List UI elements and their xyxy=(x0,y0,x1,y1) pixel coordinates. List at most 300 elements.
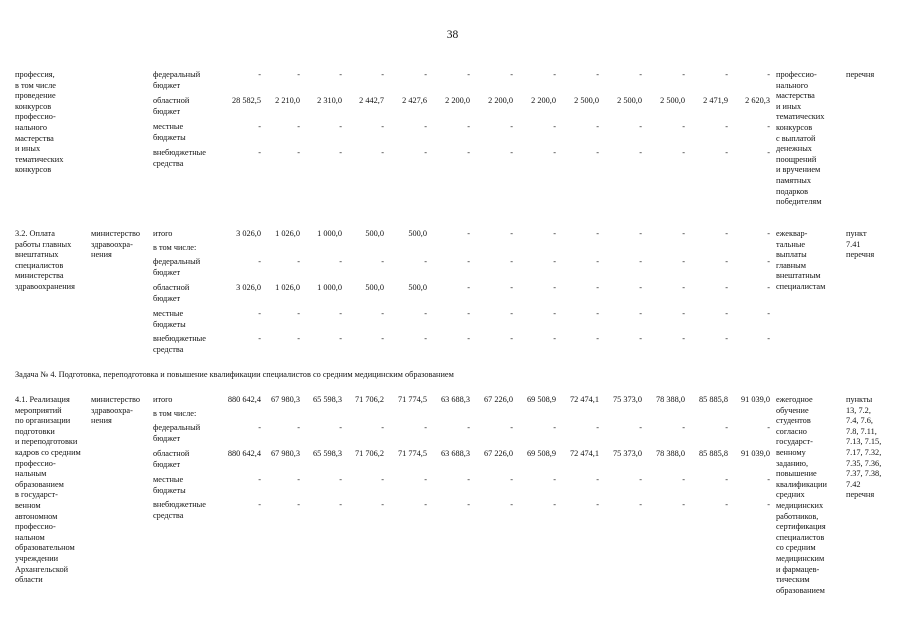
expected-result: поощрений xyxy=(776,154,817,164)
budget-value: 71 706,2 xyxy=(354,449,384,458)
budget-value: - xyxy=(639,309,642,318)
measure-name: образовательном xyxy=(15,543,75,553)
measure-name: нального xyxy=(15,123,48,132)
budget-value: - xyxy=(682,70,685,79)
budget-value: - xyxy=(682,257,685,266)
budget-value: 3 026,0 xyxy=(236,283,261,292)
budget-value: - xyxy=(767,423,770,432)
budget-value: 69 508,9 xyxy=(526,395,556,404)
budget-value: - xyxy=(596,148,599,157)
budget-value: 2 200,0 xyxy=(531,96,556,105)
measure-name: нальным xyxy=(15,469,47,479)
funding-source: бюджет xyxy=(153,293,181,303)
expected-result: повышение xyxy=(776,469,817,479)
budget-value: - xyxy=(510,283,513,292)
list-reference: пункт xyxy=(846,229,867,238)
budget-value: - xyxy=(467,70,470,79)
budget-value: 63 688,3 xyxy=(440,449,470,458)
budget-value: 71 706,2 xyxy=(354,395,384,404)
budget-value: - xyxy=(767,229,770,238)
list-reference: 7.17, 7.32, xyxy=(846,448,882,457)
budget-value: - xyxy=(381,257,384,266)
budget-value: - xyxy=(424,423,427,432)
budget-value: - xyxy=(510,70,513,79)
budget-value: 91 039,0 xyxy=(740,395,770,404)
budget-value: - xyxy=(725,475,728,484)
funding-source: внебюджетные xyxy=(153,500,206,509)
funding-source: областной xyxy=(153,449,190,458)
budget-value: 91 039,0 xyxy=(740,449,770,458)
measure-name: образованием xyxy=(15,479,64,489)
budget-value: - xyxy=(339,500,342,509)
budget-value: - xyxy=(297,148,300,157)
budget-value: - xyxy=(339,309,342,318)
budget-value: - xyxy=(381,475,384,484)
measure-name: и переподготовки xyxy=(15,437,78,447)
funding-source: местные xyxy=(153,475,184,484)
budget-value: 500,0 xyxy=(408,283,427,292)
budget-value: - xyxy=(297,122,300,131)
funding-source: средства xyxy=(153,158,184,168)
expected-result: квалификации xyxy=(776,479,827,489)
budget-value: - xyxy=(297,334,300,343)
expected-result: главным xyxy=(776,260,806,270)
budget-value: - xyxy=(258,475,261,484)
budget-value: - xyxy=(424,122,427,131)
budget-value: - xyxy=(424,309,427,318)
budget-value: - xyxy=(553,423,556,432)
list-reference: перечня xyxy=(846,250,875,260)
expected-result: выплаты xyxy=(776,250,807,260)
expected-result: сертификация xyxy=(776,522,826,532)
budget-value: - xyxy=(725,309,728,318)
budget-value: - xyxy=(639,148,642,157)
funding-source: местные xyxy=(153,122,184,131)
budget-value: - xyxy=(725,423,728,432)
budget-value: - xyxy=(639,122,642,131)
budget-value: - xyxy=(596,500,599,509)
budget-value: - xyxy=(682,334,685,343)
budget-value: - xyxy=(725,229,728,238)
funding-source: федеральный xyxy=(153,257,201,266)
budget-value: 65 598,3 xyxy=(312,449,342,458)
budget-value: 85 885,8 xyxy=(698,395,728,404)
measure-name: автономном xyxy=(15,511,58,521)
expected-result: тематических xyxy=(776,112,825,122)
budget-value: - xyxy=(467,257,470,266)
budget-value: - xyxy=(767,70,770,79)
budget-value: - xyxy=(424,475,427,484)
list-reference: 7.41 xyxy=(846,239,861,249)
budget-value: - xyxy=(596,229,599,238)
budget-value: - xyxy=(467,229,470,238)
measure-name: специалистов xyxy=(15,260,64,270)
budget-value: - xyxy=(553,309,556,318)
measure-name: и иных xyxy=(15,144,41,154)
measure-name: профессио- xyxy=(15,458,56,468)
budget-value: - xyxy=(553,257,556,266)
list-reference: 7.13, 7.15, xyxy=(846,437,882,447)
budget-value: 71 774,5 xyxy=(397,449,427,458)
funding-source: бюджет xyxy=(153,80,181,90)
budget-value: - xyxy=(467,122,470,131)
measure-name: конкурсов xyxy=(15,165,52,175)
measure-name: нальном xyxy=(15,532,45,542)
measure-name: конкурсов xyxy=(15,101,52,111)
budget-value: - xyxy=(553,70,556,79)
responsible-executor: здравоохра- xyxy=(91,239,133,249)
budget-value: - xyxy=(767,148,770,157)
measure-name: профессио- xyxy=(15,112,56,122)
budget-value: - xyxy=(381,334,384,343)
budget-value: - xyxy=(767,334,770,343)
budget-value: - xyxy=(424,70,427,79)
measure-name: тематических xyxy=(15,154,64,164)
measure-name: кадров со средним xyxy=(15,448,81,457)
measure-name: мастерства xyxy=(15,133,54,143)
measure-name: венном xyxy=(15,501,41,510)
budget-value: 67 226,0 xyxy=(483,449,513,458)
budget-value: - xyxy=(639,229,642,238)
budget-value: - xyxy=(467,309,470,318)
budget-value: - xyxy=(381,122,384,131)
budget-value: - xyxy=(424,500,427,509)
budget-value: - xyxy=(596,423,599,432)
expected-result: образованием xyxy=(776,585,825,595)
budget-value: - xyxy=(339,475,342,484)
budget-value: - xyxy=(639,283,642,292)
responsible-executor: министерство xyxy=(91,229,141,238)
budget-value: - xyxy=(725,334,728,343)
expected-result: и фармацев- xyxy=(776,564,820,574)
budget-value: - xyxy=(258,423,261,432)
budget-value: 2 471,9 xyxy=(703,96,728,105)
expected-result: нального xyxy=(776,80,809,90)
budget-value: 67 226,0 xyxy=(483,395,513,404)
expected-result: с выплатой xyxy=(776,133,816,143)
budget-value: - xyxy=(767,283,770,292)
expected-result: тическим xyxy=(776,575,810,585)
expected-result: согласно xyxy=(776,426,807,436)
responsible-executor: нения xyxy=(91,250,112,260)
budget-value: - xyxy=(381,423,384,432)
funding-source: бюджет xyxy=(153,106,181,116)
budget-value: 67 980,3 xyxy=(270,395,300,404)
budget-value: 500,0 xyxy=(365,229,384,238)
expected-result: медицинских xyxy=(776,501,824,510)
expected-result: средних xyxy=(776,490,805,500)
list-reference: пункты xyxy=(846,395,873,404)
budget-value: 69 508,9 xyxy=(526,449,556,458)
budget-value: - xyxy=(553,500,556,509)
budget-value: - xyxy=(553,122,556,131)
funding-source: средства xyxy=(153,344,184,354)
budget-value: - xyxy=(553,475,556,484)
budget-value: 78 388,0 xyxy=(655,395,685,404)
budget-value: - xyxy=(596,334,599,343)
budget-value: - xyxy=(381,70,384,79)
budget-value: - xyxy=(297,500,300,509)
budget-value: 2 310,0 xyxy=(317,96,342,105)
responsible-executor: здравоохра- xyxy=(91,405,133,415)
budget-value: 85 885,8 xyxy=(698,449,728,458)
budget-value: - xyxy=(424,257,427,266)
budget-value: 2 500,0 xyxy=(617,96,642,105)
funding-source: областной xyxy=(153,283,190,292)
expected-result: памятных xyxy=(776,176,811,185)
budget-value: - xyxy=(596,70,599,79)
funding-source: областной xyxy=(153,96,190,105)
expected-result: подарков xyxy=(776,186,809,196)
budget-value: - xyxy=(510,475,513,484)
expected-result: профессио- xyxy=(776,70,817,79)
budget-value: 1 026,0 xyxy=(275,229,300,238)
expected-result: студентов xyxy=(776,416,811,426)
expected-result: работников, xyxy=(776,511,819,521)
funding-source: итого xyxy=(153,395,173,404)
expected-result: внештатным xyxy=(776,271,821,281)
expected-result: государст- xyxy=(776,437,813,447)
budget-value: - xyxy=(682,423,685,432)
budget-value: - xyxy=(682,475,685,484)
budget-value: - xyxy=(639,475,642,484)
funding-source: бюджеты xyxy=(153,485,186,495)
budget-value: 880 642,4 xyxy=(227,449,261,458)
budget-value: 2 200,0 xyxy=(488,96,513,105)
budget-value: 2 210,0 xyxy=(275,96,300,105)
budget-value: - xyxy=(339,423,342,432)
budget-value: - xyxy=(510,122,513,131)
budget-value: 880 642,4 xyxy=(227,395,261,404)
measure-name: здравоохранения xyxy=(15,282,75,291)
task-heading: Задача № 4. Подготовка, переподготовка и повышение квалификации специалистов со средним медицинским образованием xyxy=(15,370,454,379)
expected-result: венному xyxy=(776,448,806,457)
budget-value: - xyxy=(510,148,513,157)
responsible-executor: нения xyxy=(91,416,112,426)
page-number: 38 xyxy=(446,29,459,41)
budget-value: 1 000,0 xyxy=(317,283,342,292)
funding-source: федеральный xyxy=(153,70,201,79)
measure-name: 3.2. Оплата xyxy=(15,229,55,238)
funding-source: итого xyxy=(153,229,173,238)
budget-value: - xyxy=(510,257,513,266)
budget-value: - xyxy=(725,257,728,266)
budget-value: 2 500,0 xyxy=(660,96,685,105)
budget-value: - xyxy=(467,423,470,432)
budget-value: - xyxy=(682,283,685,292)
budget-value: 2 442,7 xyxy=(359,96,384,105)
expected-result: обучение xyxy=(776,405,809,415)
budget-value: - xyxy=(297,70,300,79)
budget-value: - xyxy=(639,257,642,266)
budget-value: - xyxy=(767,122,770,131)
budget-value: - xyxy=(553,229,556,238)
measure-name: мероприятий xyxy=(15,405,62,415)
budget-value: - xyxy=(258,257,261,266)
budget-value: 63 688,3 xyxy=(440,395,470,404)
measure-name: работы главных xyxy=(15,239,72,249)
budget-value: - xyxy=(767,257,770,266)
list-reference: перечня xyxy=(846,490,875,500)
budget-value: - xyxy=(297,475,300,484)
budget-value: - xyxy=(339,334,342,343)
funding-source: бюджет xyxy=(153,459,181,469)
budget-value: - xyxy=(682,229,685,238)
budget-value: 3 026,0 xyxy=(236,229,261,238)
measure-name: 4.1. Реализация xyxy=(15,395,70,404)
budget-value: 72 474,1 xyxy=(569,449,599,458)
budget-value: - xyxy=(639,334,642,343)
measure-name: Архангельской xyxy=(15,564,69,574)
funding-source: федеральный xyxy=(153,423,201,432)
measure-name: подготовки xyxy=(15,426,55,436)
budget-value: - xyxy=(510,229,513,238)
budget-value: 2 620,3 xyxy=(745,96,770,105)
measure-name: в государст- xyxy=(15,490,58,500)
budget-value: - xyxy=(596,283,599,292)
budget-value: - xyxy=(339,70,342,79)
budget-value: - xyxy=(258,309,261,318)
expected-result: победителям xyxy=(776,197,822,207)
budget-value: - xyxy=(553,283,556,292)
budget-value: - xyxy=(767,309,770,318)
expected-result: мастерства xyxy=(776,91,815,101)
list-reference: 7.4, 7.6, xyxy=(846,416,873,426)
budget-value: - xyxy=(596,475,599,484)
expected-result: со средним xyxy=(776,543,816,553)
measure-name: учреждении xyxy=(15,554,59,563)
budget-value: 67 980,3 xyxy=(270,449,300,458)
budget-value: 500,0 xyxy=(408,229,427,238)
expected-result: ежегодное xyxy=(776,395,813,404)
expected-result: тальные xyxy=(776,239,806,249)
funding-source: бюджет xyxy=(153,267,181,277)
responsible-executor: министерство xyxy=(91,395,141,404)
measure-name: профессия, xyxy=(15,70,55,79)
budget-value: - xyxy=(767,500,770,509)
expected-result: специалистов xyxy=(776,532,825,542)
budget-value: - xyxy=(339,257,342,266)
budget-value: - xyxy=(639,423,642,432)
budget-value: - xyxy=(553,334,556,343)
budget-value: - xyxy=(424,334,427,343)
funding-source: внебюджетные xyxy=(153,148,206,157)
funding-source: бюджеты xyxy=(153,132,186,142)
budget-value: 1 000,0 xyxy=(317,229,342,238)
budget-value: - xyxy=(339,122,342,131)
expected-result: и вручением xyxy=(776,165,821,175)
budget-value: - xyxy=(682,309,685,318)
funding-source: бюджет xyxy=(153,433,181,443)
list-reference: перечня xyxy=(846,70,875,79)
funding-source: в том числе: xyxy=(153,409,197,418)
budget-value: 28 582,5 xyxy=(231,96,261,105)
budget-value: - xyxy=(682,122,685,131)
budget-value: 71 774,5 xyxy=(397,395,427,404)
budget-value: - xyxy=(725,148,728,157)
budget-value: - xyxy=(297,309,300,318)
budget-value: - xyxy=(510,500,513,509)
budget-value: - xyxy=(297,423,300,432)
budget-value: - xyxy=(297,257,300,266)
budget-value: - xyxy=(467,283,470,292)
budget-value: 65 598,3 xyxy=(312,395,342,404)
budget-value: - xyxy=(725,500,728,509)
budget-value: - xyxy=(258,148,261,157)
budget-value: - xyxy=(258,122,261,131)
list-reference: 7.8, 7.11, xyxy=(846,426,877,436)
budget-value: 2 500,0 xyxy=(574,96,599,105)
budget-value: - xyxy=(467,475,470,484)
measure-name: в том числе xyxy=(15,80,56,90)
funding-source: в том числе: xyxy=(153,243,197,252)
budget-value: - xyxy=(258,70,261,79)
budget-value: - xyxy=(467,500,470,509)
list-reference: 7.37, 7.38, xyxy=(846,469,882,479)
budget-value: - xyxy=(510,423,513,432)
budget-value: - xyxy=(510,334,513,343)
budget-value: - xyxy=(258,500,261,509)
budget-value: - xyxy=(725,122,728,131)
expected-result: и иных xyxy=(776,101,802,111)
budget-value: - xyxy=(381,148,384,157)
budget-value: - xyxy=(596,257,599,266)
expected-result: заданию, xyxy=(776,458,809,468)
budget-value: - xyxy=(381,500,384,509)
budget-value: - xyxy=(339,148,342,157)
budget-value: 78 388,0 xyxy=(655,449,685,458)
budget-value: - xyxy=(510,309,513,318)
budget-value: - xyxy=(725,70,728,79)
expected-result: ежеквар- xyxy=(776,229,808,238)
funding-source: внебюджетные xyxy=(153,334,206,343)
measure-name: проведение xyxy=(15,91,56,101)
budget-value: - xyxy=(258,334,261,343)
measure-name: профессио- xyxy=(15,522,56,532)
budget-value: - xyxy=(682,500,685,509)
budget-value: - xyxy=(596,122,599,131)
budget-value: - xyxy=(424,148,427,157)
measure-name: министерства xyxy=(15,271,64,281)
budget-value: 72 474,1 xyxy=(569,395,599,404)
expected-result: специалистам xyxy=(776,282,826,291)
budget-value: - xyxy=(467,334,470,343)
budget-value: - xyxy=(682,148,685,157)
funding-source: местные xyxy=(153,309,184,318)
budget-value: 2 200,0 xyxy=(445,96,470,105)
budget-value: 75 373,0 xyxy=(612,449,642,458)
budget-value: - xyxy=(596,309,599,318)
budget-value: - xyxy=(639,70,642,79)
list-reference: 7.42 xyxy=(846,479,861,489)
budget-value: 500,0 xyxy=(365,283,384,292)
budget-value: 2 427,6 xyxy=(402,96,427,105)
funding-source: бюджеты xyxy=(153,319,186,329)
expected-result: конкурсов xyxy=(776,123,813,132)
list-reference: 13, 7.2, xyxy=(846,405,871,415)
budget-value: 75 373,0 xyxy=(612,395,642,404)
budget-value: 1 026,0 xyxy=(275,283,300,292)
budget-value: - xyxy=(767,475,770,484)
budget-value: - xyxy=(381,309,384,318)
measure-name: внештатных xyxy=(15,250,59,260)
list-reference: 7.35, 7.36, xyxy=(846,458,882,468)
budget-value: - xyxy=(467,148,470,157)
measure-name: области xyxy=(15,575,43,585)
budget-value: - xyxy=(725,283,728,292)
expected-result: денежных xyxy=(776,144,812,154)
budget-value: - xyxy=(639,500,642,509)
